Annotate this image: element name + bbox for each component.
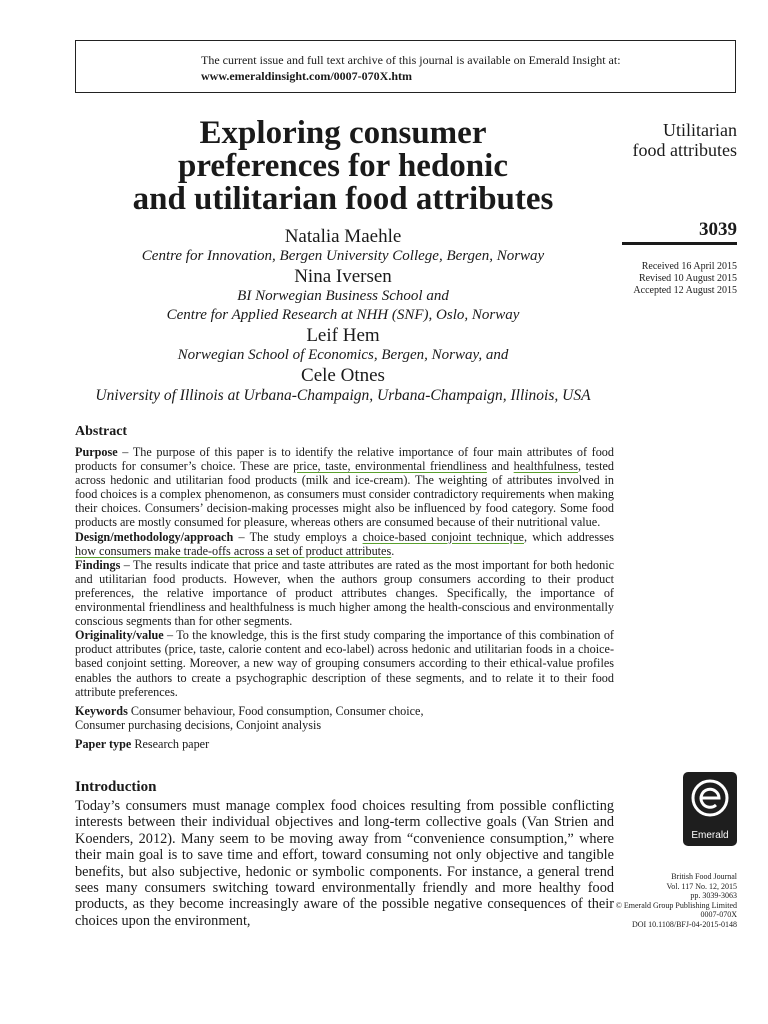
design-text: – The study employs a <box>233 529 363 544</box>
author-affiliation: BI Norwegian Business School and <box>237 288 449 304</box>
keywords-text: Consumer behaviour, Food consumption, Consumer choice, <box>127 703 424 718</box>
design-underlined-tradeoffs: how consumers make trade-offs across a set of product attributes <box>75 543 392 558</box>
author-name: Leif Hem <box>306 325 380 346</box>
abstract-keywords <box>75 704 614 732</box>
abstract-design <box>75 530 614 558</box>
keywords-text: Consumer purchasing decisions, Conjoint analysis <box>75 717 322 732</box>
emerald-logo-text: Emerald <box>691 830 729 841</box>
purpose-underlined-healthfulness: healthfulness <box>513 459 578 474</box>
abstract-section <box>75 424 614 751</box>
running-title-line-2: food attributes <box>632 140 737 160</box>
introduction-heading: Introduction <box>75 779 157 795</box>
originality-text: – To the knowledge, this is the first study comparing the importance of this combination of product attributes (price, taste, calorie content and eco-label) across hedonic and utilitarian foods in a choice-based conjoint setting. Moreover, a new way of grouping consumers according to their ethical-value profiles enables the authors to create a psychographic description of these segments, and to relate it to their food attribute preferences. <box>75 628 614 699</box>
received-date: Received 16 April 2015 <box>641 261 737 272</box>
abstract-paper-type <box>75 737 614 751</box>
title-line-2: preferences for hedonic <box>178 148 508 184</box>
journal-volume: Vol. 117 No. 12, 2015 <box>666 881 737 891</box>
abstract-originality <box>75 628 614 698</box>
emerald-logo <box>683 772 737 846</box>
journal-url-link[interactable]: www.emeraldinsight.com/0007-070X.htm <box>201 69 412 83</box>
introduction-text: Today’s consumers must manage complex food choices resulting from possible conflicting interests between their individual objectives and long-term collective goals (Van Strien and Koenders, 2012). Many seem to be moving away from “convenience consumption,” where their main goal is to save time and effort, toward consuming not only objective and tangible benefits, but also subjective, hedonic or symbolic components. For instance, a general trend sees many consumers switching toward environmentally friendly and more healthy food products, as they become increasingly aware of the possible negative consequences of their choices upon the environment, <box>75 798 614 929</box>
author-affiliation: Centre for Innovation, Bergen University College, Bergen, Norway <box>141 248 545 264</box>
author-name: Natalia Maehle <box>284 226 402 247</box>
page-number-rule <box>622 242 737 245</box>
copyright: © Emerald Group Publishing Limited <box>615 900 737 910</box>
running-title-line-1: Utilitarian <box>663 120 737 140</box>
author-affiliation: Centre for Applied Research at NHH (SNF), Oslo, Norway <box>166 307 520 323</box>
author-name: Cele Otnes <box>301 365 385 386</box>
access-notice: The current issue and full text archive of this journal is available on Emerald Insight at: <box>201 53 621 67</box>
journal-citation-info <box>600 872 737 930</box>
abstract-purpose <box>75 445 614 530</box>
originality-label: Originality/value <box>75 628 164 643</box>
keywords-label: Keywords <box>75 703 128 718</box>
running-title <box>615 120 737 160</box>
author-name: Nina Iversen <box>294 266 392 287</box>
purpose-text: and <box>486 459 514 474</box>
purpose-text: – The purpose of this paper is to identify the relative importance of four main attributes of food products for consumer’s choice. These are <box>75 445 614 474</box>
design-label: Design/methodology/approach <box>75 529 234 544</box>
submission-dates <box>600 261 737 297</box>
page-number: 3039 <box>699 219 737 240</box>
abstract-heading: Abstract <box>75 424 128 439</box>
journal-name: British Food Journal <box>671 872 737 881</box>
abstract-findings <box>75 558 614 628</box>
purpose-label: Purpose <box>75 445 118 459</box>
author-affiliation: University of Illinois at Urbana-Champaign, Urbana-Champaign, Illinois, USA <box>95 387 591 404</box>
design-text: , which addresses <box>523 529 614 544</box>
journal-pages: pp. 3039-3063 <box>690 891 737 901</box>
accepted-date: Accepted 12 August 2015 <box>633 285 737 296</box>
purpose-text: , tested across hedonic and utilitarian food products (milk and ice-cream). The weighting of attributes involved in food choices is a complex phenomenon, as consumers must consider contradictory requirements when making their choices. Consumers’ decision-making processes might also be influenced by food category. Some food products are mostly consumed for pleasure, whereas others are consumed because of their nutritional value. <box>75 459 614 530</box>
emerald-e-icon <box>690 778 730 820</box>
findings-text: – The results indicate that price and taste attributes are rated as the most important for both hedonic and utilitarian food products. However, when the authors group consumers according to their product preferences, the relative importance of product attributes changes. Specifically, the importance of environmental friendliness and healthfulness is much higher among the health-conscious and environmentally conscious segments than for other segments. <box>75 557 614 629</box>
journal-access-box <box>75 40 736 93</box>
findings-label: Findings <box>75 557 121 572</box>
introduction-section <box>75 778 614 929</box>
paper-title <box>75 117 611 216</box>
paper-type-label: Paper type <box>75 736 132 751</box>
doi: DOI 10.1108/BFJ-04-2015-0148 <box>631 919 737 929</box>
design-text: . <box>391 543 395 558</box>
paper-type-value: Research paper <box>131 736 210 751</box>
revised-date: Revised 10 August 2015 <box>638 273 737 284</box>
purpose-underlined-attributes: price, taste, environmental friendliness <box>293 459 487 474</box>
title-line-1: Exploring consumer <box>199 115 487 151</box>
title-line-3: and utilitarian food attributes <box>132 181 554 217</box>
author-list <box>75 226 611 405</box>
design-underlined-technique: choice-based conjoint technique <box>362 529 524 544</box>
author-affiliation: Norwegian School of Economics, Bergen, Norway, and <box>177 347 509 363</box>
issn: 0007-070X <box>700 910 737 920</box>
